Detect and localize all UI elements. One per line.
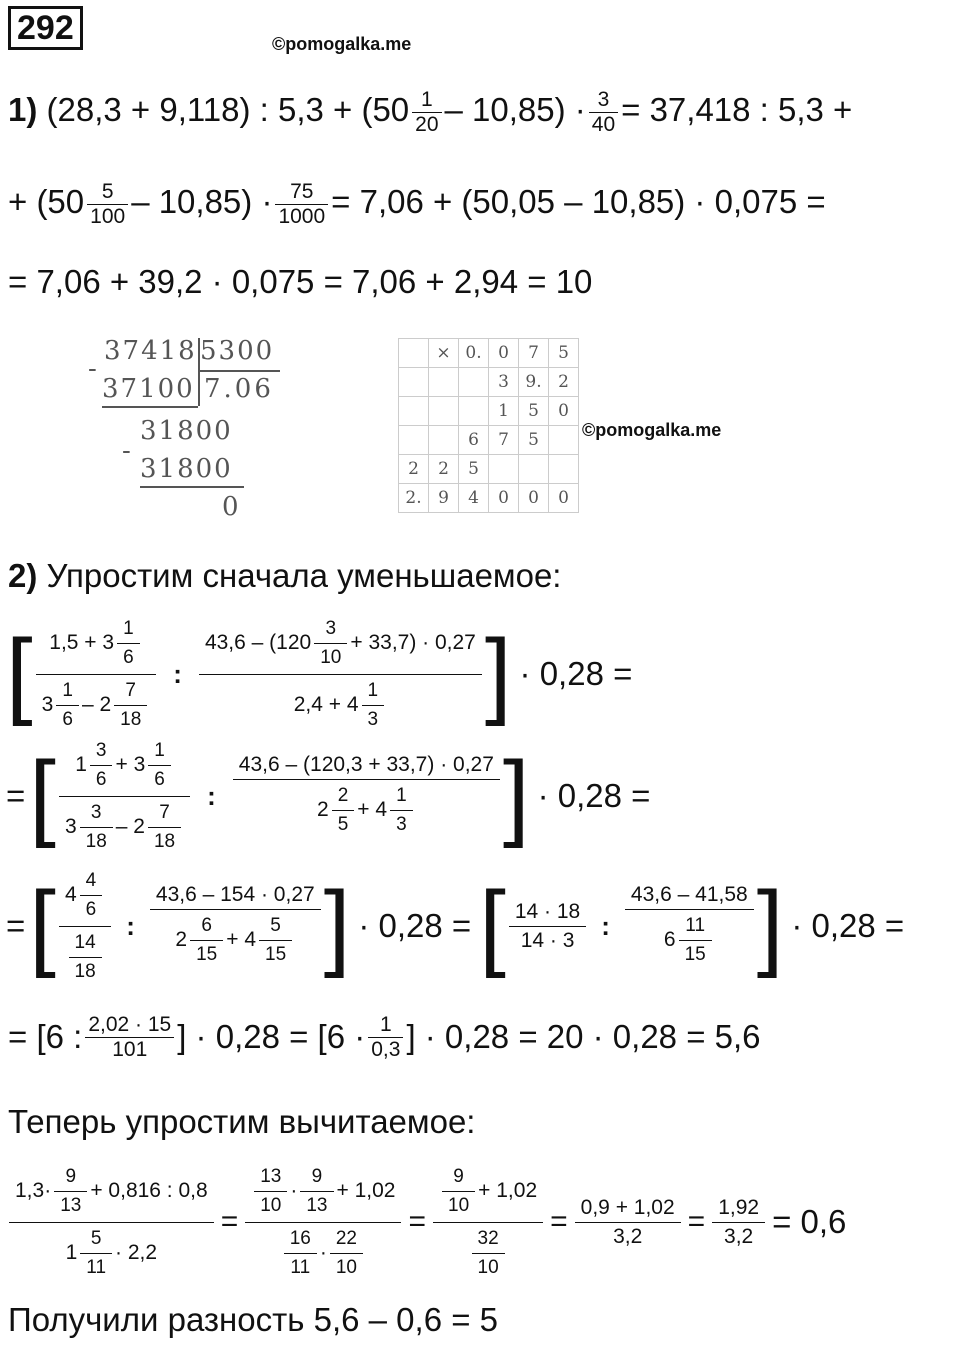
text: = 7,06 + (50,05 – 10,85) · 0,075 = [331,183,826,221]
fraction: $\frac{9}{10}$ + 1,02 $\frac{32}{10}$ [433,1161,543,1284]
fraction: 1,5 + 3 $\frac{1}{6}$ 3 $\frac{1}{6}$ – 2 $\frac{7}{18}$ [36,613,157,736]
right-bracket: ] [502,742,530,849]
grid-cell: × [429,339,459,368]
expression-row-4 [8,1002,761,1072]
remainder: 31800 [140,416,233,446]
text: · 0,28 = [791,907,905,944]
grid-cell [429,426,459,455]
grid-cell: 9 [429,484,459,513]
watermark: ©pomogalka.me [272,34,412,54]
rule [102,406,198,408]
grid-cell [459,397,489,426]
colon: : [173,658,182,689]
grid-cell [399,426,429,455]
divisor: 5300 [200,336,275,366]
left-bracket: [ [29,872,56,979]
left-bracket: [ [479,872,506,979]
part1-label: 1) [8,91,38,129]
grid-row [399,368,579,397]
grid-cell [519,455,549,484]
text: – 10,85) · [444,91,586,129]
grid-cell: 0 [489,484,519,513]
fraction: $\frac{0,9 + 1,02}{3,2}$ [575,1194,681,1251]
grid-cell [489,455,519,484]
grid-cell: 0. [459,339,489,368]
subtrahend: 31800 [140,454,233,484]
grid-row [399,339,579,368]
colon: : [207,780,216,811]
right-bracket: ] [323,872,351,979]
grid-cell: 0 [549,397,579,426]
expression-row-5 [6,1166,846,1278]
fraction: $\frac{1}{0,3}$ [368,1013,403,1062]
grid-cell: 5 [519,426,549,455]
grid-cell: 4 [459,484,489,513]
grid-cell: 2 [549,368,579,397]
right-bracket: ] [484,620,512,727]
left-bracket: [ [29,742,56,849]
colon: : [126,910,135,941]
quotient: 7.06 [204,374,274,404]
equals: = [220,1205,239,1238]
grid-cell: 2 [429,455,459,484]
text: ] · 0,28 = 20 · 0,28 = 5,6 [406,1018,761,1055]
grid-cell [399,368,429,397]
part1-line1 [8,88,852,137]
quotient-line [198,370,280,372]
right-bracket: ] [756,872,784,979]
grid-cell: 5 [459,455,489,484]
fraction: $\frac{5}{100}$ [87,180,128,229]
fraction: $\frac{2,02 \cdot 15}{101}$ [85,1013,174,1062]
grid-row [399,455,579,484]
text: · 0,28 = [519,655,633,692]
left-bracket: [ [6,620,33,727]
text: · 0,28 = [537,777,651,814]
grid-row [399,397,579,426]
minus-sign: - [88,354,97,384]
grid-cell: 7 [489,426,519,455]
fraction: $\frac{3}{40}$ [589,88,618,137]
minus-sign: - [122,436,131,466]
text: + (50 [8,183,85,221]
expression-row-3 [6,869,905,982]
grid-cell [549,455,579,484]
expression-row-1 [6,617,633,730]
text: Упростим сначала уменьшаемое: [46,557,562,594]
long-division [88,336,288,526]
fraction: 4 $\frac{4}{6}$ $\frac{14}{18}$ [59,865,111,988]
fraction: 43,6 – 41,58 6 $\frac{11}{15}$ [625,881,754,971]
grid-cell: 0 [549,484,579,513]
grid-row [399,426,579,455]
text: = [6 : [8,1018,83,1055]
grid-cell: 6 [459,426,489,455]
part2-intro [8,556,561,596]
grid-row [399,484,579,513]
grid-cell [459,368,489,397]
grid-cell [429,397,459,426]
grid-cell [399,397,429,426]
grid-cell: 1 [489,397,519,426]
dividend: 37418 [104,336,197,366]
result: = 0,6 [772,1203,847,1240]
equals: = [408,1205,427,1238]
fraction: 43,6 – 154 · 0,27 2 $\frac{6}{15}$ + 4 $\frac{5}{15}$ [150,881,321,971]
fraction: 1 $\frac{3}{6}$ + 3 $\frac{1}{6}$ 3 $\frac{3}{18}$ – 2 $\frac{7}{18}$ [59,735,190,858]
part2-label: 2) [8,557,38,594]
final-remainder: 0 [222,492,239,522]
text: ] · 0,28 = [6 · [177,1018,366,1055]
subtrahend: 37100 [102,374,195,404]
grid-cell: 5 [549,339,579,368]
equals: = [687,1205,706,1238]
fraction: 43,6 – (120 $\frac{3}{10}$ + 33,7) · 0,27 2,4 + 4 $\frac{1}{3}$ [199,613,482,736]
grid-cell: 0 [489,339,519,368]
grid-cell: 2. [399,484,429,513]
text: = 37,418 : 5,3 + [621,91,853,129]
rule [140,486,244,488]
part1-line3: = 7,06 + 39,2 · 0,075 = 7,06 + 2,94 = 10 [8,263,593,300]
text: (28,3 + 9,118) : 5,3 + (50 [46,91,410,129]
watermark: ©pomogalka.me [582,420,722,440]
fraction: $\frac{1,92}{3,2}$ [712,1194,765,1251]
fraction: $\frac{14 \cdot 18}{14 \cdot 3}$ [509,898,586,955]
text: · 0,28 = [358,907,472,944]
division-bar [198,338,200,406]
grid-cell: 3 [489,368,519,397]
grid-cell: 0 [519,484,549,513]
grid-cell [429,368,459,397]
fraction: $\frac{1}{20}$ [412,88,441,137]
fraction: $\frac{13}{10}$ · $\frac{9}{13}$ + 1,02 $\frac{16}{11}$ · $\frac{22}{10}$ [245,1161,401,1284]
grid-cell [399,339,429,368]
grid-cell: 7 [519,339,549,368]
multiplication-grid [398,338,579,513]
colon: : [601,910,610,941]
fraction: 1,3· $\frac{9}{13}$ + 0,816 : 0,8 1 $\frac{5}{11}$ · 2,2 [9,1161,214,1284]
problem-number: 292 [8,6,83,50]
text: – 10,85) · [131,183,273,221]
subtrahend-intro: Теперь упростим вычитаемое: [8,1103,476,1140]
equals: = [550,1205,568,1238]
fraction: $\frac{75}{1000}$ [275,180,328,229]
grid-cell: 2 [399,455,429,484]
expression-row-2 [6,739,651,852]
grid-cell: 9. [519,368,549,397]
grid-cell: 5 [519,397,549,426]
grid-cell [549,426,579,455]
final-answer: Получили разность 5,6 – 0,6 = 5 [8,1301,499,1338]
fraction: 43,6 – (120,3 + 33,7) · 0,27 2 $\frac{2}{5}$ + 4 $\frac{1}{3}$ [233,751,500,841]
text: = [6,907,26,944]
part1-line2 [8,180,826,229]
text: = [6,777,26,814]
